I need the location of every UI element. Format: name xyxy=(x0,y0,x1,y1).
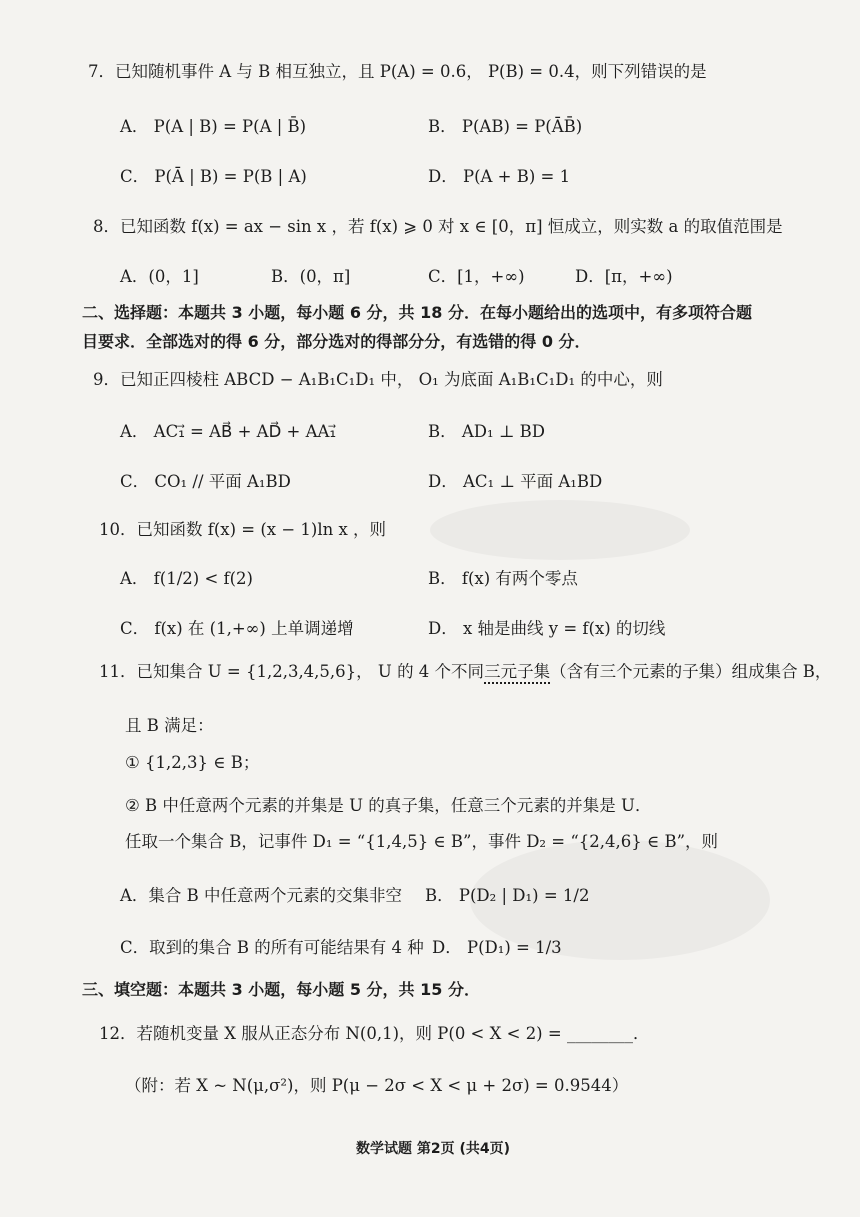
q11-option-b: B． P(D₂ | D₁) = 1/2 xyxy=(425,886,590,905)
page-footer: 数学试题 第2页 (共4页) xyxy=(356,1141,511,1157)
q8-option-c: C．[1，+∞) xyxy=(428,267,525,286)
q11-condition-1: ① {1,2,3} ∈ B； xyxy=(125,753,260,772)
q11-option-a: A．集合 B 中任意两个元素的交集非空 xyxy=(120,886,403,905)
q7-option-c: C． P(Ā | B) = P(B | A) xyxy=(120,167,307,186)
section-3-heading: 三、填空题：本题共 3 小题，每小题 5 分，共 15 分． xyxy=(82,980,480,999)
q7-option-d: D． P(A + B) = 1 xyxy=(428,167,571,186)
question-8-stem: 8．已知函数 f(x) = ax − sin x ，若 f(x) ⩾ 0 对 x ∈ [0，π] 恒成立，则实数 a 的取值范围是 xyxy=(93,217,783,236)
q12-note: （附：若 X ~ N(μ,σ²)，则 P(μ − 2σ < X < μ + 2σ) = 0.9544） xyxy=(125,1076,629,1095)
q11-option-d: D． P(D₁) = 1/3 xyxy=(432,938,562,957)
q7-option-b: B． P(AB) = P(ĀB̄) xyxy=(428,117,583,136)
question-7-stem: 7．已知随机事件 A 与 B 相互独立，且 P(A) = 0.6， P(B) = 0.4，则下列错误的是 xyxy=(88,62,707,81)
q9-option-d: D． AC₁ ⊥ 平面 A₁BD xyxy=(428,472,603,491)
q11-stem-pre: 11．已知集合 U = {1,2,3,4,5,6}， U 的 4 个不同 xyxy=(99,662,485,681)
question-11-stem xyxy=(99,661,831,683)
section-2-heading-cont: 目要求．全部选对的得 6 分，部分选对的得部分分，有选错的得 0 分． xyxy=(82,332,591,351)
q10-option-d: D． x 轴是曲线 y = f(x) 的切线 xyxy=(428,619,666,638)
scan-smudge xyxy=(430,500,690,560)
question-10-stem: 10．已知函数 f(x) = (x − 1)ln x ，则 xyxy=(99,520,387,539)
q10-option-c: C． f(x) 在 (1,+∞) 上单调递增 xyxy=(120,619,354,638)
q9-option-c: C． CO₁ // 平面 A₁BD xyxy=(120,472,291,491)
q8-option-a: A．(0，1] xyxy=(120,267,199,286)
question-12-stem: 12．若随机变量 X 服从正态分布 N(0,1)，则 P(0 < X < 2) = ________． xyxy=(99,1024,650,1043)
q11-stem-post: （含有三个元素的子集）组成集合 B， xyxy=(550,662,832,681)
section-2-heading: 二、选择题：本题共 3 小题，每小题 6 分，共 18 分．在每小题给出的选项中，有多项符合题 xyxy=(82,303,752,322)
q11-option-c: C．取到的集合 B 的所有可能结果有 4 种 xyxy=(120,938,424,957)
q11-events: 任取一个集合 B，记事件 D₁ = “{1,4,5} ∈ B”，事件 D₂ = “{2,4,6} ∈ B”，则 xyxy=(125,832,719,851)
q7-option-a: A． P(A | B) = P(A | B̄) xyxy=(120,117,307,136)
q10-option-a: A． f(1/2) < f(2) xyxy=(120,569,253,588)
q11-emphasis: 三元子集 xyxy=(484,662,550,684)
q11-condition-2: ② B 中任意两个元素的并集是 U 的真子集，任意三个元素的并集是 U． xyxy=(125,796,652,815)
q8-option-d: D．[π，+∞) xyxy=(575,267,673,286)
q9-option-a: A． AC₁⃗ = AB⃗ + AD⃗ + AA₁⃗ xyxy=(120,422,337,441)
q10-option-b: B． f(x) 有两个零点 xyxy=(428,569,578,588)
q8-option-b: B．(0，π] xyxy=(271,267,351,286)
q9-option-b: B． AD₁ ⊥ BD xyxy=(428,422,545,441)
question-9-stem: 9．已知正四棱柱 ABCD − A₁B₁C₁D₁ 中， O₁ 为底面 A₁B₁C₁D₁ 的中心，则 xyxy=(93,370,663,389)
q11-condition-intro: 且 B 满足： xyxy=(125,716,214,735)
